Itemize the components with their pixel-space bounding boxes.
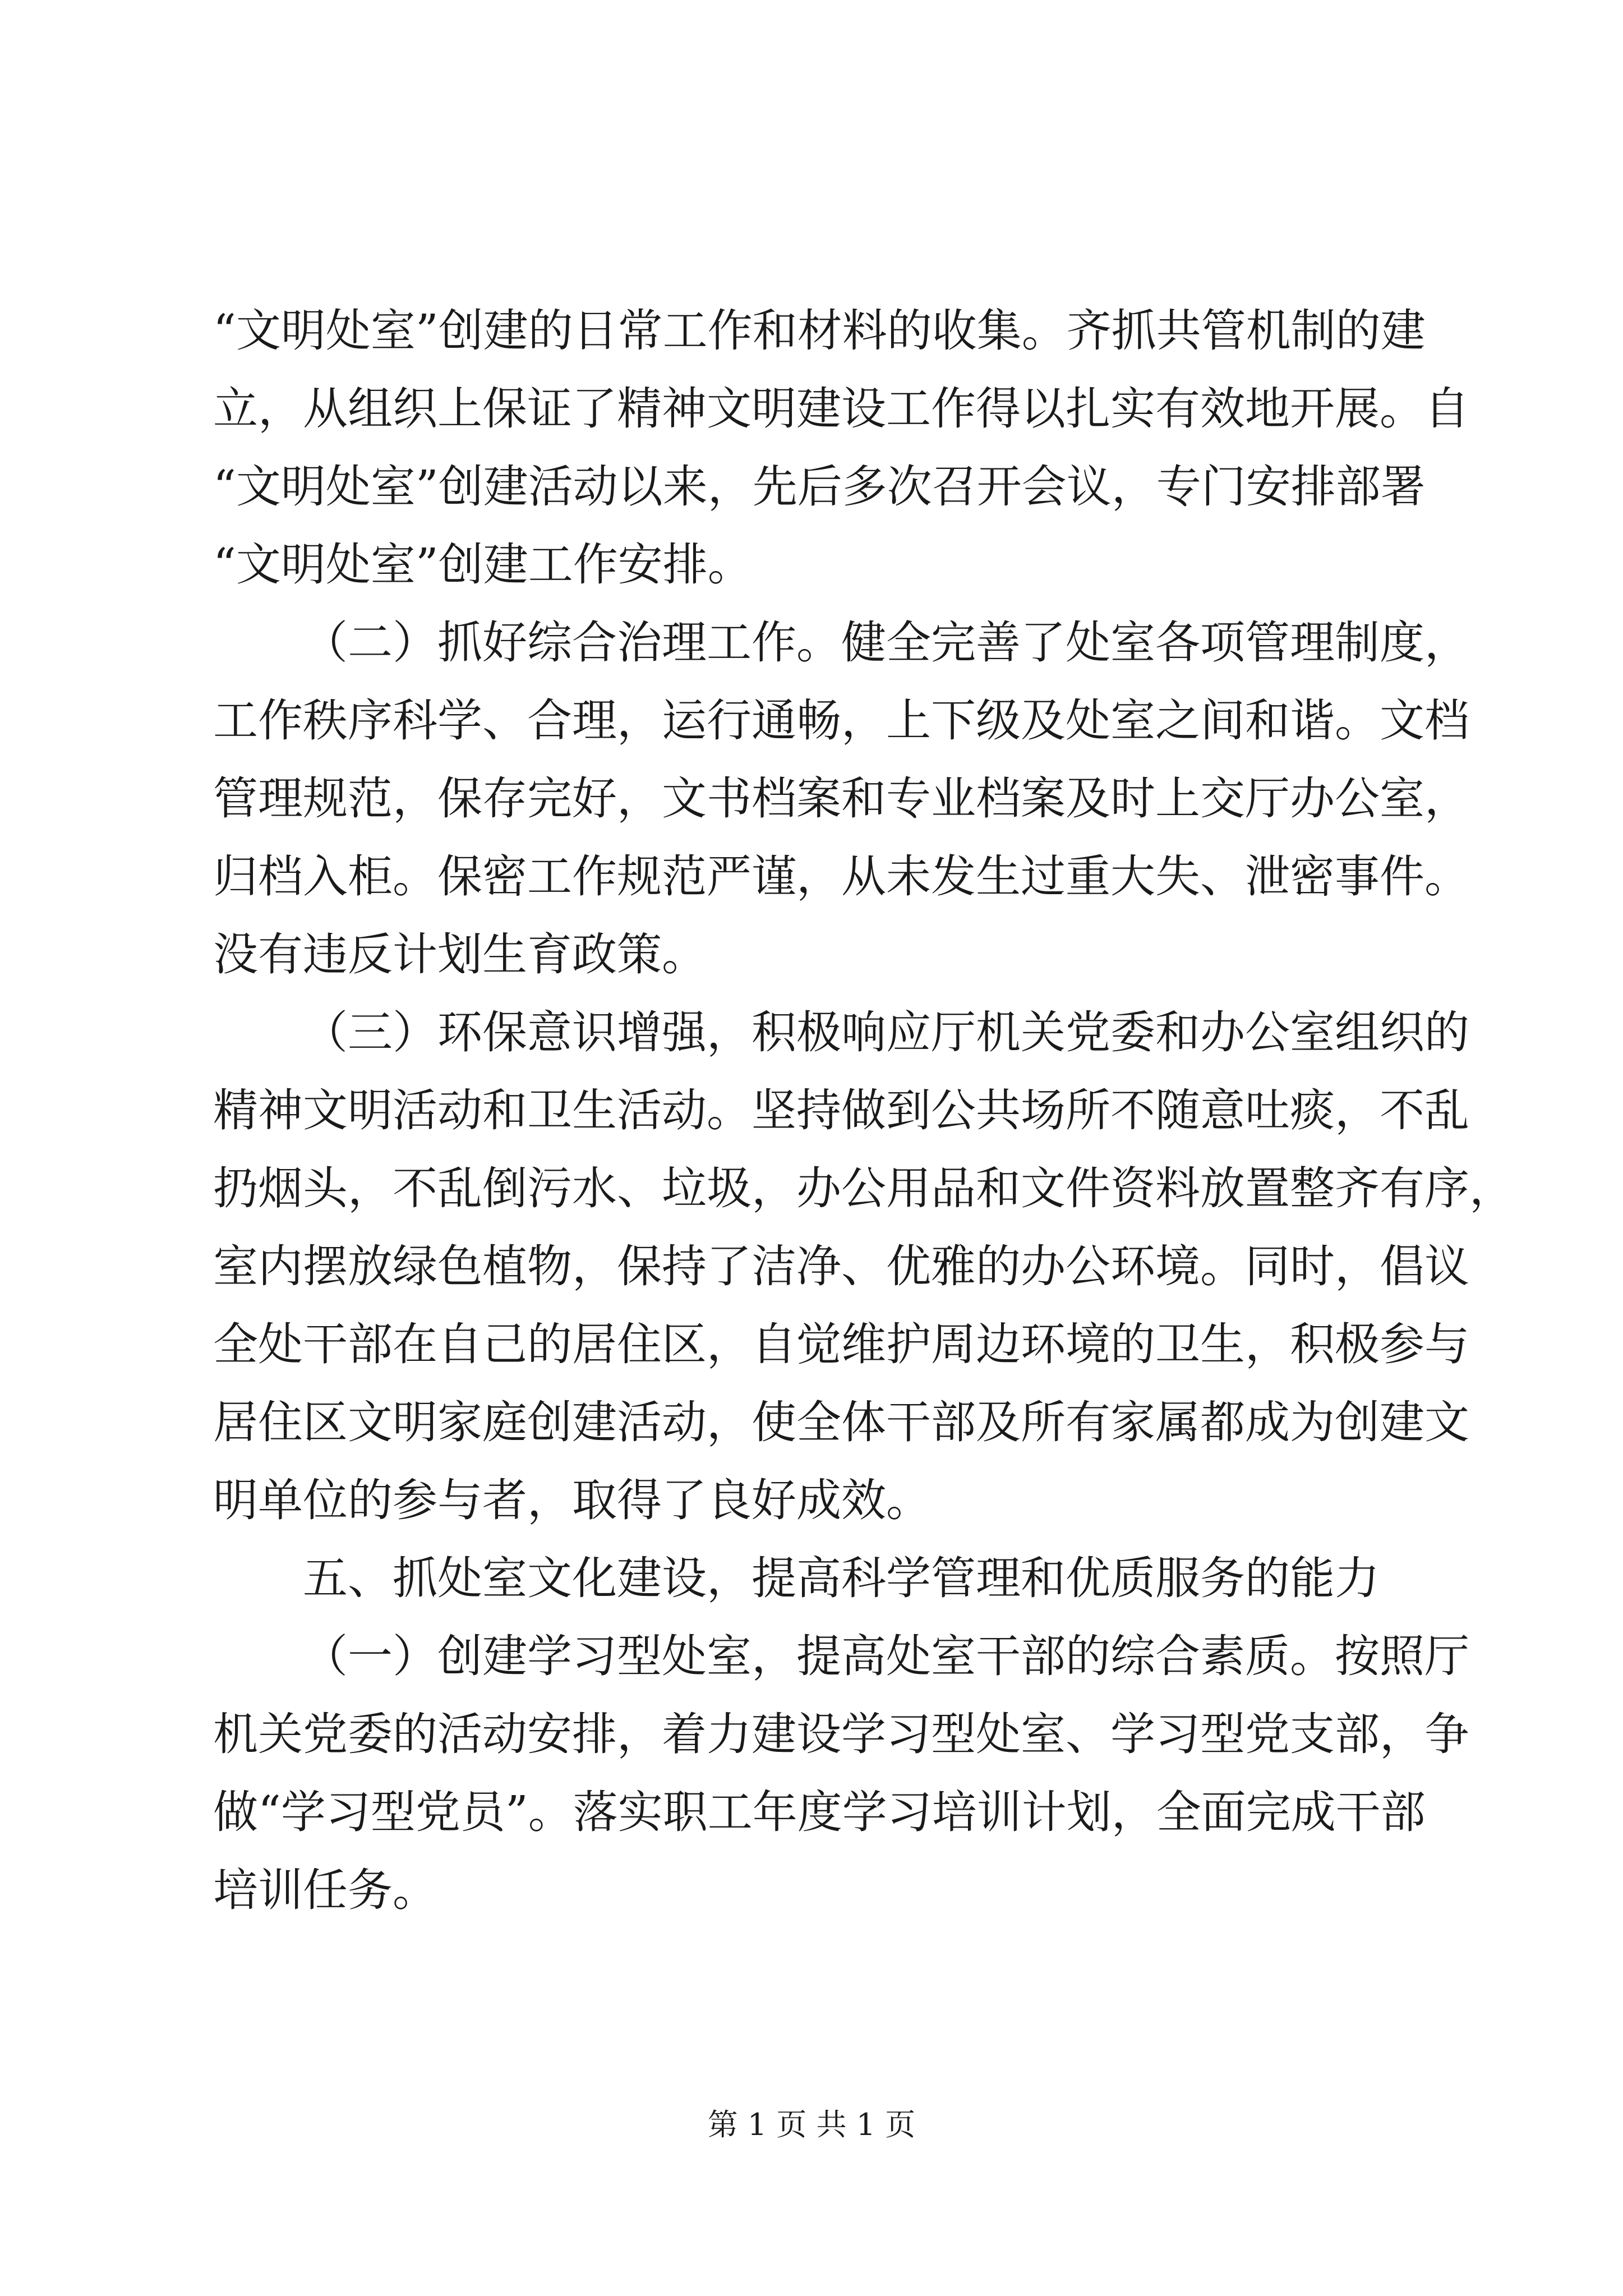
paragraph-line: （一）创建学习型处室，提高处室干部的综合素质。按照厅: [303, 1630, 1469, 1682]
paragraph-line: 全处干部在自己的居住区，自觉维护周边环境的卫生，积极参与: [213, 1318, 1469, 1370]
paragraph-line: 明单位的参与者，取得了良好成效。: [213, 1474, 931, 1526]
paragraph-line: “文明处室”创建工作安排。: [213, 539, 753, 591]
paragraph-line: （三）环保意识增强，积极响应厅机关党委和办公室组织的: [303, 1006, 1469, 1059]
paragraph-line: 培训任务。: [213, 1864, 437, 1916]
paragraph-line: 居住区文明家庭创建活动，使全体干部及所有家属都成为创建文: [213, 1396, 1469, 1448]
paragraph-line: 工作秩序科学、合理，运行通畅，上下级及处室之间和谐。文档: [213, 694, 1469, 747]
paragraph-line: 做“学习型党员”。落实职工年度学习培训计划，全面完成干部: [213, 1786, 1426, 1838]
paragraph-line: “文明处室”创建的日常工作和材料的收集。齐抓共管机制的建: [213, 305, 1426, 357]
paragraph-line: 扔烟头，不乱倒污水、垃圾，办公用品和文件资料放置整齐有序，: [213, 1162, 1514, 1214]
section-heading: 五、抓处室文化建设，提高科学管理和优质服务的能力: [303, 1552, 1380, 1604]
paragraph-line: “文明处室”创建活动以来，先后多次召开会议，专门安排部署: [213, 461, 1426, 513]
paragraph-line: 归档入柜。保密工作规范严谨，从未发生过重大失、泄密事件。: [213, 850, 1469, 903]
page-number-label: 第 1 页 共 1 页: [707, 2107, 916, 2142]
paragraph-line: 立，从组织上保证了精神文明建设工作得以扎实有效地开展。自: [213, 383, 1469, 435]
document-body: [213, 292, 1514, 1929]
paragraph-line: 机关党委的活动安排，着力建设学习型处室、学习型党支部，争: [213, 1708, 1469, 1760]
paragraph-line: （二）抓好综合治理工作。健全完善了处室各项管理制度，: [303, 616, 1469, 669]
paragraph-line: 管理规范，保存完好，文书档案和专业档案及时上交厅办公室，: [213, 772, 1469, 825]
page-footer: [0, 2101, 1623, 2144]
paragraph-line: 精神文明活动和卫生活动。坚持做到公共场所不随意吐痰，不乱: [213, 1084, 1469, 1137]
paragraph-line: 没有违反计划生育政策。: [213, 928, 707, 981]
paragraph-line: 室内摆放绿色植物，保持了洁净、优雅的办公环境。同时，倡议: [213, 1240, 1469, 1292]
